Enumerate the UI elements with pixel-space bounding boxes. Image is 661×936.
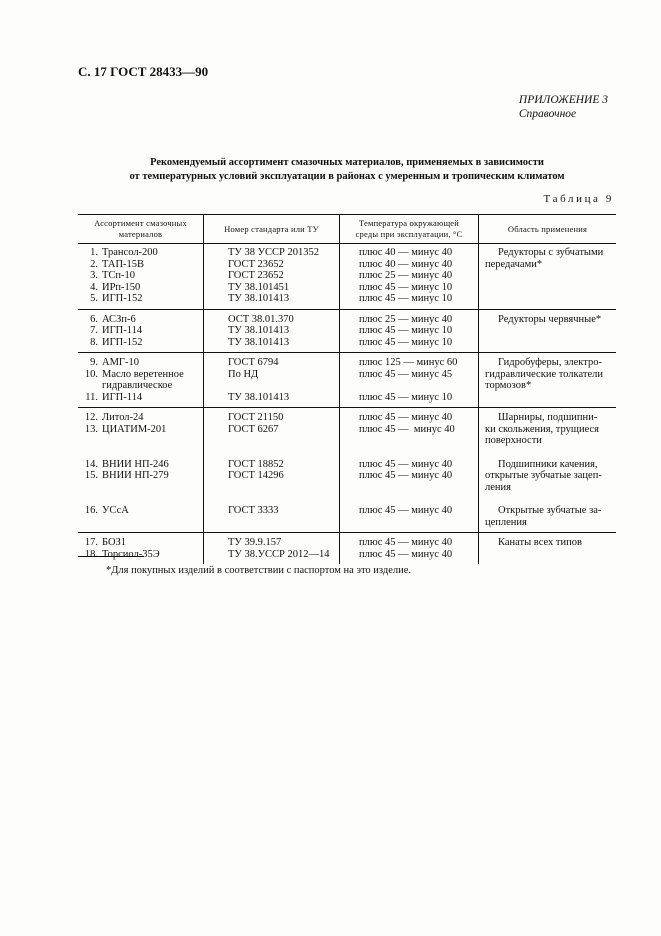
- material-item: 6. АСЗп-6: [90, 313, 136, 325]
- material-item: 17. БОЗ1: [84, 537, 127, 548]
- standards-cell: ОСТ 38.01.370 ТУ 38.101413 ТУ 38.101413: [204, 309, 340, 353]
- page-header: С. 17 ГОСТ 28433—90: [78, 64, 209, 79]
- caption-line-2: от температурных условий эксплуатации в районах с умеренным и тропическим климатом: [129, 171, 565, 182]
- application-cell: Редукторы с зубчатыми передачами*: [479, 244, 617, 310]
- material-item: 8. ИГП-152: [90, 336, 143, 348]
- application-cell: Гидробуферы, электро- гидравлические толкатели тормозов*: [479, 353, 617, 408]
- material-item: 15. ВНИИ НП-279: [84, 470, 169, 481]
- material-item: 7. ИГП-114: [90, 325, 143, 336]
- table-caption: [78, 156, 616, 184]
- standards-cell: ТУ 39.9.157 ТУ 38.УССР 2012—14: [204, 533, 340, 565]
- table-header-row: [78, 215, 616, 244]
- material-item: 3. ТСп-10: [90, 270, 136, 281]
- standards-cell: ГОСТ 21150 ГОСТ 6267 ГОСТ 18852 ГОСТ 14296 ГОСТ 3333: [204, 408, 340, 533]
- table-row-group-1: [78, 244, 616, 310]
- materials-cell: [78, 309, 204, 353]
- materials-cell: [78, 244, 204, 310]
- header-standard: Номер стандарта или ТУ: [204, 215, 340, 244]
- header-materials: Ассортимент смазочных материалов: [78, 215, 204, 244]
- lubricants-table: [78, 214, 616, 564]
- material-item: 13. ЦИАТИМ-201: [84, 423, 167, 435]
- table-row-group-3: [78, 353, 616, 408]
- table-row-group-2: [78, 309, 616, 353]
- temperature-cell: плюс 125 — минус 60 плюс 45 — минус 45 плюс 45 — минус 10: [340, 353, 479, 408]
- material-item: 12. Литол-24: [84, 412, 144, 423]
- appendix-block: [519, 93, 608, 121]
- temperature-cell: плюс 45 — минус 40 плюс 45 — минус 40 плюс 45 — минус 40 плюс 45 — минус 40 плюс 45 — минус 40: [340, 408, 479, 533]
- caption-line-1: Рекомендуемый ассортимент смазочных материалов, применяемых в зависимости: [150, 157, 544, 168]
- material-item-continuation: гидравлическое: [102, 380, 173, 391]
- footnote-separator: [78, 556, 144, 557]
- materials-cell: [78, 533, 204, 565]
- table-row-group-4: [78, 408, 616, 533]
- appendix-title: ПРИЛОЖЕНИЕ 3: [518, 94, 608, 106]
- material-item: 5. ИГП-152: [90, 293, 143, 304]
- standards-cell: ГОСТ 6794 По НД ТУ 38.101413: [204, 353, 340, 408]
- material-item: 9. АМГ-10: [90, 357, 139, 368]
- materials-cell: [78, 353, 204, 408]
- header-temperature: Температура окружающей среды при эксплуатации, °С: [340, 215, 479, 244]
- table-number-label: Таблица 9: [543, 193, 614, 205]
- materials-cell: [78, 408, 204, 533]
- material-item: 16. УСсА: [84, 505, 129, 516]
- material-item: 4. ИРп-150: [90, 281, 141, 293]
- material-item: 2. ТАП-15В: [90, 258, 145, 270]
- application-cell: Шарниры, подшипни- ки скольжения, трущиеся поверхности Подшипники качения, открытые зубчатые зацеп- ления Открытые зубчатые за- цепления: [479, 408, 617, 533]
- table-row-group-5: [78, 533, 616, 565]
- header-application: Область применения: [479, 215, 617, 244]
- material-item: 14. ВНИИ НП-246: [84, 458, 169, 470]
- temperature-cell: плюс 25 — минус 40 плюс 45 — минус 10 плюс 45 — минус 10: [340, 309, 479, 353]
- material-item: 11. ИГП-114: [85, 391, 143, 403]
- standards-cell: ТУ 38 УССР 201352 ГОСТ 23652 ГОСТ 23652 ТУ 38.101451 ТУ 38.101413: [204, 244, 340, 310]
- footnote: *Для покупных изделий в соответствии с паспортом на это изделие.: [106, 565, 412, 576]
- temperature-cell: плюс 40 — минус 40 плюс 40 — минус 40 плюс 25 — минус 40 плюс 45 — минус 10 плюс 45 — минус 10: [340, 244, 479, 310]
- appendix-type: Справочное: [518, 108, 577, 120]
- material-item: 1. Трансол-200: [90, 247, 158, 258]
- temperature-cell: плюс 45 — минус 40 плюс 45 — минус 40: [340, 533, 479, 565]
- application-cell: Редукторы червячные*: [479, 309, 617, 353]
- application-cell: Канаты всех типов: [479, 533, 617, 565]
- material-item: 10. Масло веретенное: [84, 368, 184, 380]
- material-item: 18. Торсиол-35Э: [84, 548, 160, 560]
